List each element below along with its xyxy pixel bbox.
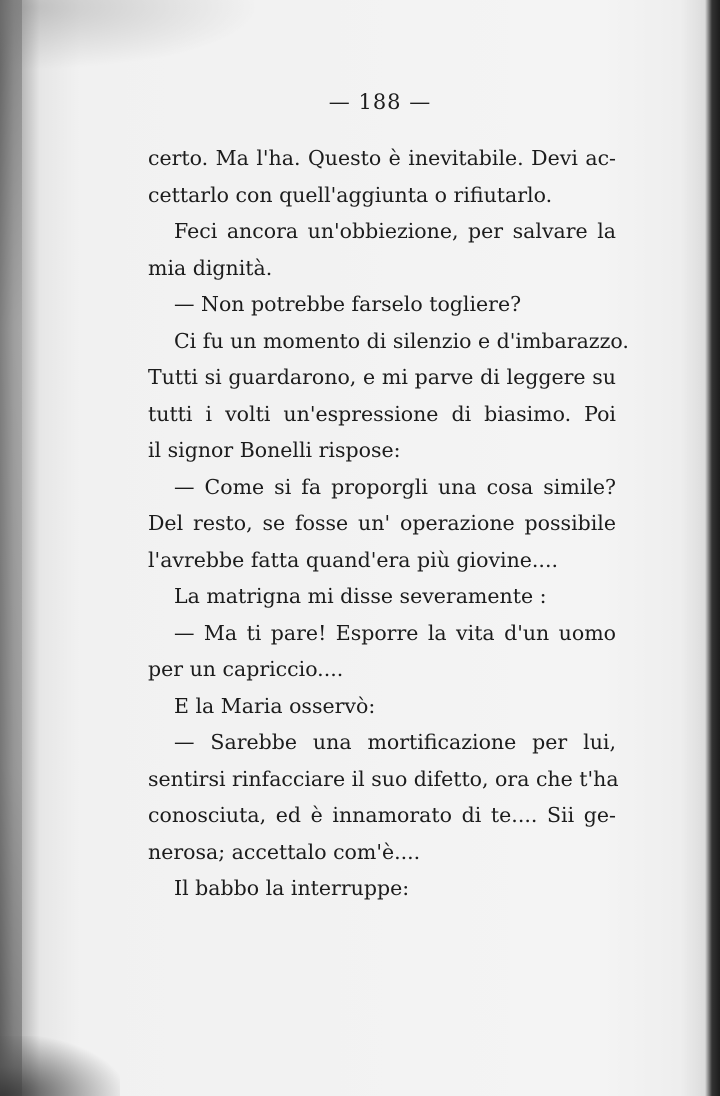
page-gutter-shadow bbox=[0, 0, 22, 1096]
text-line: mia dignità. bbox=[148, 255, 273, 280]
text-line: Feci ancora un'obbiezione, per salvare la bbox=[174, 219, 616, 243]
text-line: La matrigna mi disse severamente : bbox=[174, 584, 547, 608]
page-corner-curl bbox=[0, 1036, 120, 1096]
text-line: il signor Bonelli rispose: bbox=[148, 438, 401, 462]
text-line: sentirsi rinfacciare il suo difetto, ora che t'ha bbox=[148, 766, 619, 791]
text-line: nerosa; accettalo com'è.... bbox=[148, 839, 421, 864]
text-line: certo. Ma l'ha. Questo è inevitabile. Devi ac- bbox=[148, 146, 616, 170]
text-line: — Come si fa proporgli una cosa simile? bbox=[174, 474, 616, 499]
text-line: cettarlo con quell'aggiunta o rifiutarlo. bbox=[148, 182, 553, 207]
text-line: Del resto, se fosse un' operazione possibile bbox=[148, 511, 616, 535]
text-line: tutti i volti un'espressione di biasimo. Poi bbox=[148, 401, 616, 426]
text-line: Il babbo la interruppe: bbox=[174, 876, 410, 900]
text-line: — Sarebbe una mortificazione per lui, bbox=[174, 730, 616, 754]
text-line: — Non potrebbe farselo togliere? bbox=[174, 292, 522, 316]
text-line: Tutti si guardarono, e mi parve di leggere su bbox=[148, 365, 616, 389]
text-line: l'avrebbe fatta quand'era più giovine.... bbox=[148, 547, 558, 572]
text-line: E la Maria osservò: bbox=[174, 693, 376, 718]
page-number: — 188 — bbox=[328, 90, 432, 114]
text-line: conosciuta, ed è innamorato di te.... Sii ge- bbox=[148, 803, 616, 827]
text-line: — Ma ti pare! Esporre la vita d'un uomo bbox=[174, 620, 616, 645]
text-line: per un capriccio.... bbox=[148, 657, 344, 681]
body-text bbox=[148, 140, 629, 907]
text-line: Ci fu un momento di silenzio e d'imbarazzo. bbox=[174, 328, 629, 353]
paper-stain bbox=[0, 0, 260, 70]
